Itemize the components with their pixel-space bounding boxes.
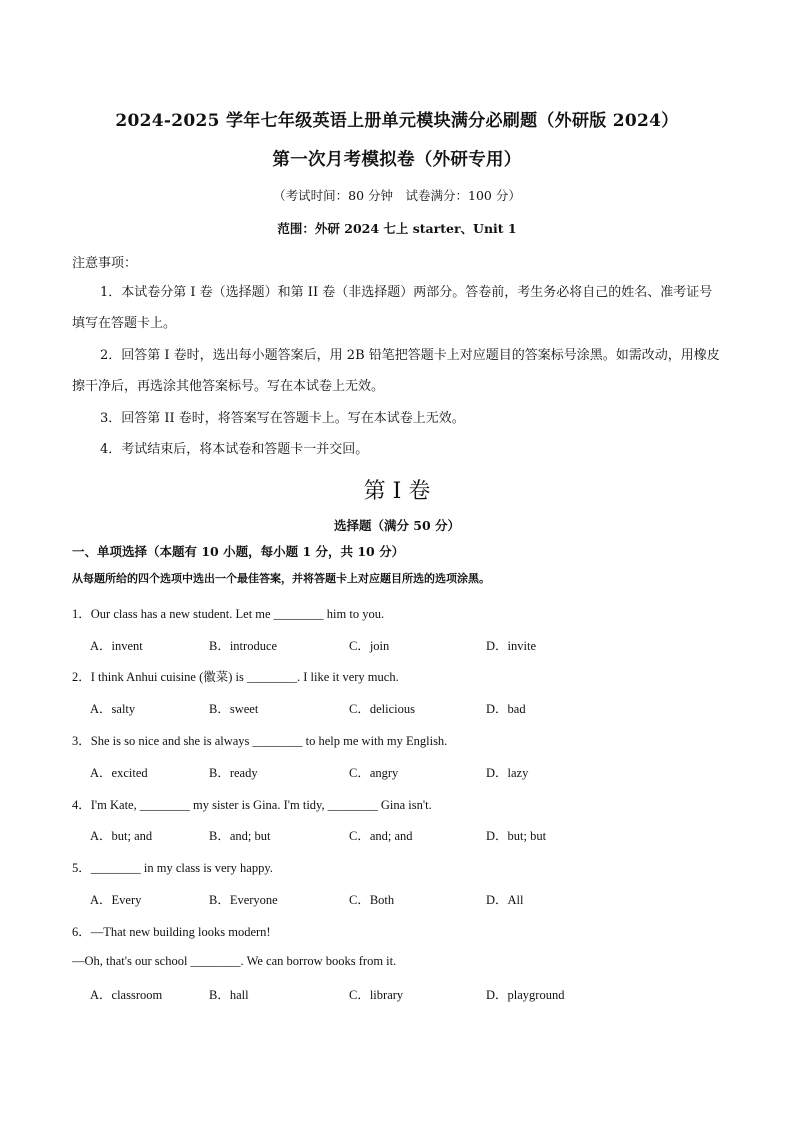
option-d: D．bad: [486, 702, 526, 716]
question-stem-reply: —Oh, that's our school ________. We can borrow books from it.: [72, 954, 397, 968]
notice-item: 3．回答第 II 卷时，将答案写在答题卡上。写在本试卷上无效。: [100, 411, 465, 426]
question-stem: 2．I think Anhui cuisine (徽菜) is ________. I like it very much.: [72, 670, 399, 684]
question-stem: 5．________ in my class is very happy.: [72, 861, 273, 875]
notice-item: 1．本试卷分第 I 卷（选择题）和第 II 卷（非选择题）两部分。答卷前，考生务必将自己的姓名、准考证号填写在答题卡上。: [72, 285, 713, 331]
option-b: B．and; but: [209, 829, 271, 843]
notice-item: 2．回答第 I 卷时，选出每小题答案后，用 2B 铅笔把答题卡上对应题目的答案标号涂黑。如需改动，用橡皮擦干净后，再选涂其他答案标号。写在本试卷上无效。: [72, 348, 720, 394]
option-a: A．salty: [90, 702, 136, 716]
option-a: A．but; and: [90, 829, 153, 843]
exam-scope: 范围：外研 2024 七上 starter、Unit 1: [277, 221, 517, 236]
option-c: C．angry: [349, 766, 399, 780]
option-c: C．Both: [349, 893, 395, 907]
option-a: A．invent: [90, 639, 143, 653]
volume-title: 第 I 卷: [363, 479, 431, 504]
option-b: B．introduce: [209, 639, 278, 653]
option-c: C．and; and: [349, 829, 413, 843]
notice-heading: 注意事项：: [72, 256, 138, 271]
option-b: B．Everyone: [209, 893, 278, 907]
part-instruction: 从每题所给的四个选项中选出一个最佳答案，并将答题卡上对应题目所选的选项涂黑。: [72, 572, 490, 585]
option-a: A．Every: [90, 893, 142, 907]
exam-info: （考试时间：80 分钟 试卷满分：100 分）: [273, 188, 521, 203]
exam-title: 2024-2025 学年七年级英语上册单元模块满分必刷题（外研版 2024）: [115, 111, 679, 131]
question-stem: 3．She is so nice and she is always ________ to help me with my English.: [72, 734, 448, 748]
option-c: C．delicious: [349, 702, 415, 716]
option-c: C．join: [349, 639, 390, 653]
section-title: 选择题（满分 50 分）: [333, 518, 461, 533]
option-b: B．sweet: [209, 702, 259, 716]
option-a: A．classroom: [90, 988, 163, 1002]
option-d: D．All: [486, 893, 524, 907]
option-d: D．invite: [486, 639, 536, 653]
option-a: A．excited: [90, 766, 148, 780]
option-b: B．ready: [209, 766, 258, 780]
exam-subtitle: 第一次月考模拟卷（外研专用）: [272, 150, 522, 170]
question-stem: 6．—That new building looks modern!: [72, 925, 271, 939]
option-c: C．library: [349, 988, 404, 1002]
option-d: D．lazy: [486, 766, 529, 780]
option-d: D．playground: [486, 988, 565, 1002]
question-stem: 4．I'm Kate, ________ my sister is Gina. I'm tidy, ________ Gina isn't.: [72, 798, 432, 812]
question-stem: 1．Our class has a new student. Let me ________ him to you.: [72, 607, 385, 621]
part-title: 一、单项选择（本题有 10 小题，每小题 1 分，共 10 分）: [72, 544, 405, 559]
option-b: B．hall: [209, 988, 249, 1002]
notice-item: 4．考试结束后，将本试卷和答题卡一并交回。: [100, 442, 369, 457]
option-d: D．but; but: [486, 829, 547, 843]
